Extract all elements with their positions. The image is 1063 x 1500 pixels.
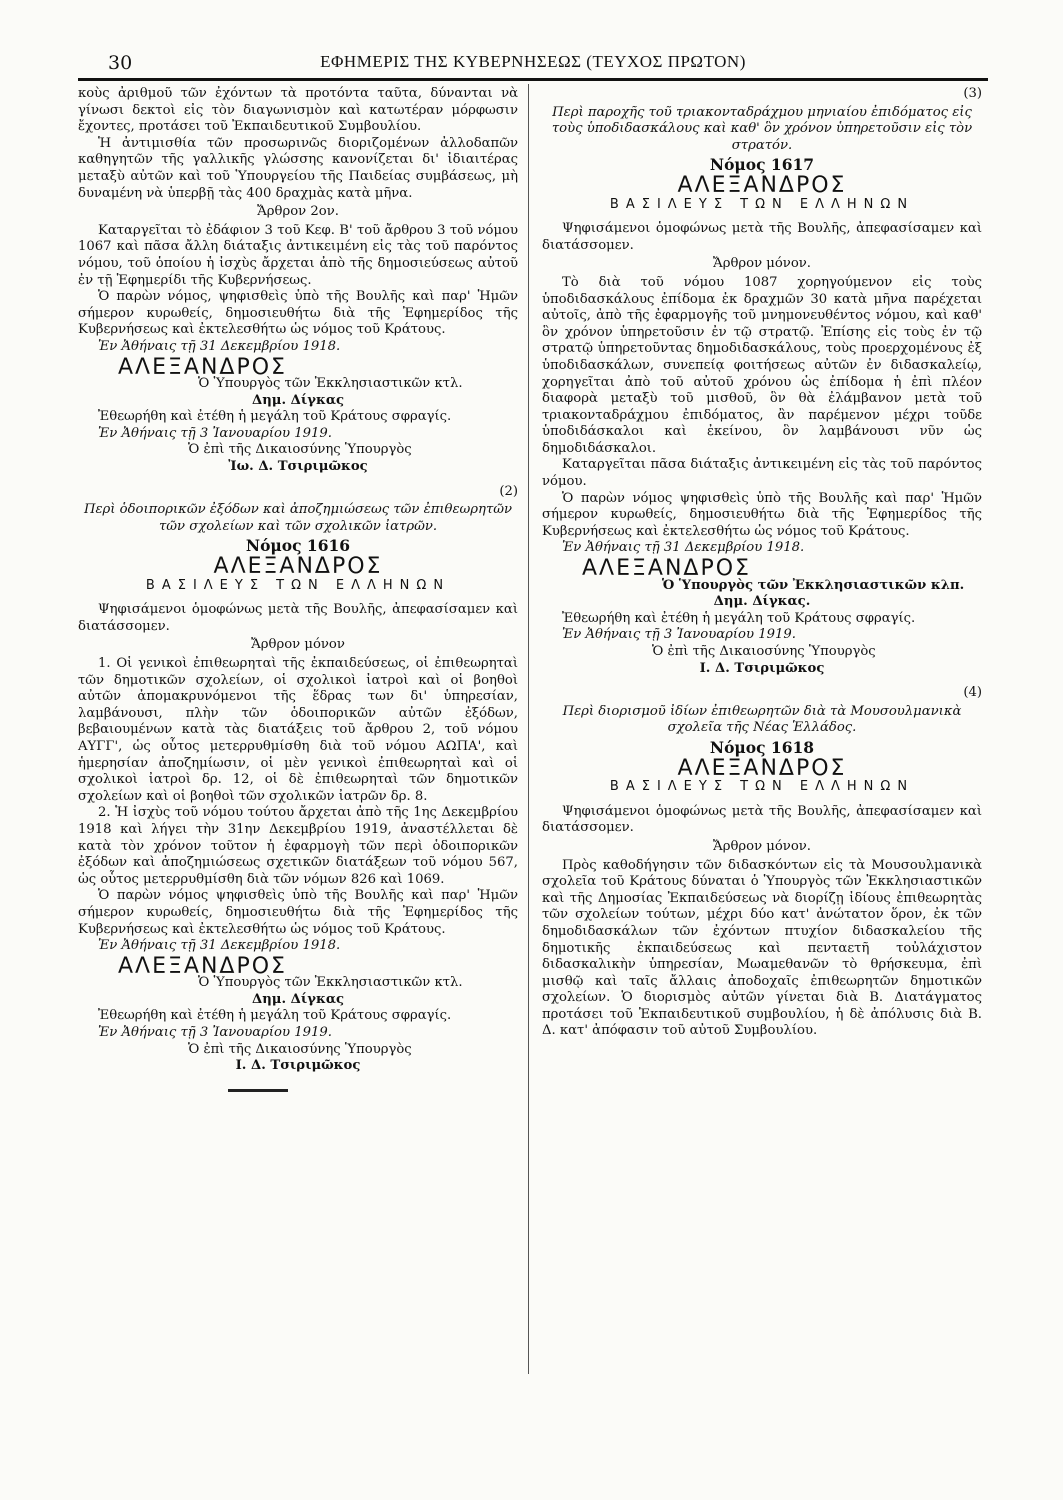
seal-line: Ἐθεωρήθη καὶ ἐτέθη ἡ μεγάλη τοῦ Κράτους σφραγίς.	[98, 1008, 452, 1024]
justice-minister-title: Ὁ ἐπὶ τῆς Δικαιοσύνης Ὑπουργὸς	[188, 1041, 412, 1057]
preamble: Ψηφισάμενοι ὁμοφώνως μετὰ τῆς Βουλῆς, ἀπεφασίσαμεν καὶ διατάσσομεν.	[542, 803, 982, 836]
king-heading: ΑΛΕΞΑΝΔΡΟΣ	[677, 172, 847, 198]
date-line: Ἐν Ἀθήναις τῇ 31 Δεκεμβρίου 1918.	[98, 938, 341, 954]
law-title: Περὶ διορισμοῦ ἰδίων ἐπιθεωρητῶν διὰ τὰ Μουσουλμανικὰ σχολεῖα τῆς Νέας Ἑλλάδος.	[562, 703, 962, 736]
paragraph-enactment: Ὁ παρὼν νόμος, ψηφισθεὶς ὑπὸ τῆς Βουλῆς καὶ παρ' Ἡμῶν σήμερον κυρωθείς, δημοσιευθήτω διὰ τῆς Ἐφημερίδος τῆς Κυβερνήσεως καὶ ἐκτελεσθήτω ὡς νόμος τοῦ Κράτους.	[78, 289, 518, 338]
page-number: 30	[108, 52, 133, 74]
seal-date: Ἐν Ἀθήναις τῇ 3 Ἰανουαρίου 1919.	[98, 1025, 332, 1041]
article-heading: Ἄρθρον 2ον.	[257, 204, 339, 220]
page-header	[78, 48, 988, 81]
justice-minister-name: Ι. Δ. Τσιριμῶκος	[235, 1058, 361, 1074]
end-rule	[228, 1089, 288, 1092]
minister-name: Δημ. Δίγκας	[251, 991, 345, 1007]
paragraph-article-2: 2. Ἡ ἰσχὺς τοῦ νόμου τούτου ἄρχεται ἀπὸ τῆς 1ης Δεκεμβρίου 1918 καὶ λήγει τὴν 31ην Δεκεμβρίου 1919, ἀναστέλλεται δὲ κατὰ τὸν χρόνον τοῦτον ἡ ἐφαρμογὴ τῶν περὶ ὁδοιπορικῶν ἐξόδων καὶ ἀποζημιώσεως σχετικῶν διατάξεων τοῦ νόμου 567, ὡς οὗτος μετερρυθμίσθη διὰ τῶν νόμων 826 καὶ 1069.	[78, 805, 518, 887]
king-of-hellenes: ΒΑΣΙΛΕΥΣ ΤΩΝ ΕΛΛΗΝΩΝ	[145, 577, 451, 593]
justice-minister-name: Ι. Δ. Τσιριμῶκος	[699, 660, 825, 676]
right-column	[542, 86, 982, 1040]
king-signature: ΑΛΕΞΑΝΔΡΟΣ	[118, 953, 287, 979]
king-heading: ΑΛΕΞΑΝΔΡΟΣ	[677, 755, 847, 781]
law-number: Νόμος 1618	[709, 737, 815, 757]
minister-name: Δημ. Δίγκας	[251, 392, 345, 408]
section-number: (3)	[963, 86, 982, 101]
section-number: (2)	[499, 483, 518, 499]
article-heading: Ἄρθρον μόνον.	[713, 256, 811, 272]
column-divider	[528, 84, 529, 1374]
paragraph-antimisthia: Ἡ ἀντιμισθία τῶν προσωρινῶς διοριζομένων ἀλλοδαπῶν καθηγητῶν τῆς γαλλικῆς γλώσσης κανονίζεται δι' ἰδιαιτέρας μεταξὺ αὐτῶν καὶ τοῦ Ὑπουργείου τῆς Παιδείας συμβάσεως, μὴ δυναμένη νὰ ὑπερβῇ τὰς 400 δραχμὰς κατὰ μῆνα.	[78, 135, 518, 201]
law-title: Περὶ ὁδοιπορικῶν ἐξόδων καὶ ἀποζημιώσεως τῶν ἐπιθεωρητῶν τῶν σχολείων καὶ τῶν σχολικῶν ἰατρῶν.	[83, 502, 513, 534]
seal-line: Ἐθεωρήθη καὶ ἐτέθη ἡ μεγάλη τοῦ Κράτους σφραγίς.	[98, 409, 452, 425]
paragraph-intro: κοὺς ἀριθμοῦ τῶν ἐχόντων τὰ προτόντα ταῦτα, δύνανται νὰ γίνωσι δεκτοὶ εἰς τὸν διαγωνισμὸν καὶ κατωτέραν μόρφωσιν ἔχοντες, προτάσει τοῦ Ἐκπαιδευτικοῦ Συμβουλίου.	[78, 86, 518, 135]
paragraph-epidoma: Τὸ διὰ τοῦ νόμου 1087 χορηγούμενον εἰς τοὺς ὑποδιδασκάλους ἐπίδομα ἐκ δραχμῶν 30 κατὰ μῆνα παρέχεται αὐτοῖς, ἀπὸ τῆς ἐφαρμογῆς τοῦ μνημονευθέντος νόμου, καὶ καθ' ὃν χρόνον ὑπηρετοῦσιν ἐν τῷ στρατῷ. Ἐπίσης εἰς τοὺς ἐν τῷ στρατῷ ὑπηρετοῦντας δημοδιδασκάλους, τοὺς προερχομένους ἐξ ὑποδιδασκάλων, συνεπείᾳ φοιτήσεως αὐτῶν ἐν διδασκαλείῳ, χορηγεῖται ἀπὸ τοῦ αὐτοῦ χρόνου ὡς ἐπίδομα ἡ ἐπὶ πλέον διαφορὰ μεταξὺ τοῦ μισθοῦ, ὃν θὰ ἐλάμβανον μετὰ τοῦ τριακονταδράχμου ἐπιδόματος, ἂν παρέμενον μέχρι τοῦδε ὑποδιδάσκαλοι καὶ ἐκείνου, ὃν λαμβάνουσι νῦν ὡς δημοδιδάσκαλοι.	[542, 274, 982, 456]
section-number: (4)	[963, 685, 982, 701]
paragraph-article-1: 1. Οἱ γενικοὶ ἐπιθεωρηταὶ τῆς ἐκπαιδεύσεως, οἱ ἐπιθεωρηταὶ τῶν δημοτικῶν σχολείων, οἱ σχολικοὶ ἰατροὶ καὶ οἱ βοηθοὶ αὐτῶν ἀπομακρυνόμενοι τῆς ἕδρας των δι' ὑπηρεσίαν, λαμβάνουσι, πλὴν τῶν ὁδοιπορικῶν αὐτῶν ἐξόδων, βεβαιουμένων κατὰ τὰς διατάξεις τοῦ ἄρθρου 2, τοῦ νόμου ΑΥΓΓ', ὡς οὗτος μετερρυθμίσθη διὰ τοῦ νόμου ΑΩΠΑ', καὶ ἡμερησίαν ἀποζημίωσιν, οἱ μὲν γενικοὶ ἐπιθεωρηταὶ καὶ οἱ σχολικοὶ ἰατροὶ δρ. 12, οἱ δὲ ἐπιθεωρηταὶ τῶν δημοτικῶν σχολείων καὶ οἱ βοηθοὶ τῶν σχολικῶν ἰατρῶν δρ. 8.	[78, 656, 518, 804]
king-signature: ΑΛΕΞΑΝΔΡΟΣ	[582, 556, 751, 582]
seal-date: Ἐν Ἀθήναις τῇ 3 Ἰανουαρίου 1919.	[98, 425, 332, 441]
king-heading: ΑΛΕΞΑΝΔΡΟΣ	[213, 554, 383, 580]
minister-name: Δημ. Δίγκας.	[713, 594, 811, 610]
law-number: Νόμος 1617	[709, 155, 815, 175]
minister-title: Ὁ Ὑπουργὸς τῶν Ἐκκλησιαστικῶν κτλ.	[198, 376, 463, 392]
paragraph-mousoulmanika: Πρὸς καθοδήγησιν τῶν διδασκόντων εἰς τὰ Μουσουλμανικὰ σχολεῖα τοῦ Κράτους δύναται ὁ Ὑπουργὸς τῶν Ἐκκλησιαστικῶν καὶ τῆς Δημοσίας Ἐκπαιδεύσεως νὰ διορίζῃ ἰδίους ἐπιθεωρητὰς τῶν σχολείων τούτων, μέχρι δύο κατ' ἀνώτατον ὅρον, ἐκ τῶν δημοδιδασκάλων τῶν ἐχόντων πτυχίον διδασκαλείου τῆς δημοτικῆς ἐκπαιδεύσεως καὶ πενταετῆ τοὐλάχιστον διδασκαλικὴν ὑπηρεσίαν, Μωαμεθανῶν τὸ θρήσκευμα, ἐπὶ μισθῷ καὶ ταῖς ἄλλαις ἀποδοχαῖς ἐπιθεωρητῶν δημοτικῶν σχολείων. Ὁ διορισμὸς αὐτῶν γίνεται διὰ Β. Διατάγματος προτάσει τοῦ Ἐκπαιδευτικοῦ συμβουλίου, ἡ δὲ ἀπόλυσις διὰ Β. Δ. κατ' ἀπόφασιν τοῦ αὐτοῦ Συμβουλίου.	[542, 857, 982, 1039]
justice-minister-title: Ὁ ἐπὶ τῆς Δικαιοσύνης Ὑπουργὸς	[652, 644, 876, 659]
date-line: Ἐν Ἀθήναις τῇ 31 Δεκεμβρίου 1918.	[562, 540, 805, 556]
date-line: Ἐν Ἀθήναις τῇ 31 Δεκεμβρίου 1918.	[98, 338, 341, 354]
article-heading: Ἄρθρον μόνον.	[713, 838, 811, 854]
king-signature: ΑΛΕΞΑΝΔΡΟΣ	[118, 354, 287, 380]
justice-minister-title: Ὁ ἐπὶ τῆς Δικαιοσύνης Ὑπουργὸς	[188, 442, 412, 458]
preamble: Ψηφισάμενοι ὁμοφώνως μετὰ τῆς Βουλῆς, ἀπεφασίσαμεν καὶ διατάσσομεν.	[78, 602, 518, 634]
minister-title: Ὁ Ὑπουργὸς τῶν Ἐκκλησιαστικῶν κλπ.	[662, 577, 965, 593]
seal-date: Ἐν Ἀθήναις τῇ 3 Ἰανουαρίου 1919.	[562, 627, 796, 643]
law-number: Νόμος 1616	[245, 536, 351, 556]
seal-line: Ἐθεωρήθη καὶ ἐτέθη ἡ μεγάλη τοῦ Κράτους σφραγίς.	[562, 610, 916, 626]
left-column	[78, 86, 518, 1092]
paragraph-katargeitai: Καταργεῖται τὸ ἐδάφιον 3 τοῦ Κεφ. Β' τοῦ ἄρθρου 3 τοῦ νόμου 1067 καὶ πᾶσα ἄλλη διάταξις ἀντικειμένη εἰς τὰς τοῦ παρόντος νόμου, τοῦ ὁποίου ἡ ἰσχὺς ἄρχεται ἀπὸ τῆς δημοσιεύσεως αὐτοῦ ἐν τῇ Ἐφημερίδι τῆς Κυβερνήσεως.	[78, 222, 518, 288]
paragraph-enactment: Ὁ παρὼν νόμος ψηφισθεὶς ὑπὸ τῆς Βουλῆς καὶ παρ' Ἡμῶν σήμερον κυρωθείς, δημοσιευθήτω διὰ τῆς Ἐφημερίδος τῆς Κυβερνήσεως καὶ ἐκτελεσθήτω ὡς νόμος τοῦ Κράτους.	[542, 490, 982, 539]
paragraph-katargeitai: Καταργεῖται πᾶσα διάταξις ἀντικειμένη εἰς τὰς τοῦ παρόντος νόμου.	[542, 457, 982, 490]
article-heading: Ἄρθρον μόνον	[251, 637, 345, 653]
minister-title: Ὁ Ὑπουργὸς τῶν Ἐκκλησιαστικῶν κτλ.	[198, 975, 463, 991]
law-title: Περὶ παροχῆς τοῦ τριακονταδράχμου μηνιαίου ἐπιδόματος εἰς τοὺς ὑποδιδασκάλους καὶ καθ' ὃν χρόνον ὑπηρετοῦσιν εἰς τὸν στρατόν.	[551, 104, 973, 153]
king-of-hellenes: ΒΑΣΙΛΕΥΣ ΤΩΝ ΕΛΛΗΝΩΝ	[609, 196, 915, 212]
king-of-hellenes: ΒΑΣΙΛΕΥΣ ΤΩΝ ΕΛΛΗΝΩΝ	[609, 779, 915, 795]
running-title: ΕΦΗΜΕΡΙΣ ΤΗΣ ΚΥΒΕΡΝΗΣΕΩΣ (ΤΕΥΧΟΣ ΠΡΩΤΟΝ)	[320, 52, 746, 71]
paragraph-enactment: Ὁ παρὼν νόμος ψηφισθεὶς ὑπὸ τῆς Βουλῆς καὶ παρ' Ἡμῶν σήμερον κυρωθείς, δημοσιευθήτω διὰ τῆς Ἐφημερίδος τῆς Κυβερνήσεως καὶ ἐκτελεσθήτω ὡς νόμος τοῦ Κράτους.	[78, 888, 518, 937]
justice-minister-name: Ἰω. Δ. Τσιριμῶκος	[228, 459, 368, 475]
preamble: Ψηφισάμενοι ὁμοφώνως μετὰ τῆς Βουλῆς, ἀπεφασίσαμεν καὶ διατάσσομεν.	[542, 221, 982, 253]
